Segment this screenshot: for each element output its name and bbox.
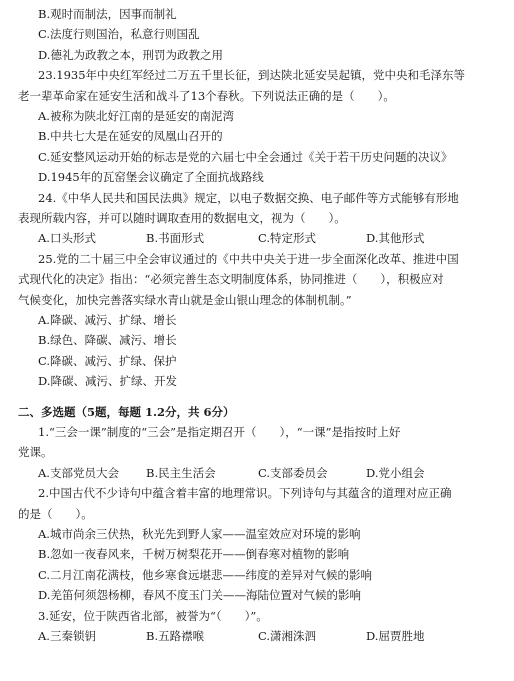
m1-option-b: B.民主生活会: [146, 465, 216, 480]
q25-option-b: B.绿色、降碳、减污、增长: [38, 333, 177, 348]
q25-option-a: A.降碳、减污、扩绿、增长: [38, 313, 177, 327]
m2-option-d: D.羌笛何须怨杨柳，春风不度玉门关——海陆位置对气候的影响: [38, 588, 361, 603]
m1-stem-line1: 1.“三会一课”制度的“三会”是指定期召开（ ），“一课”是指按时上好: [38, 425, 401, 439]
m3-option-d: D.屈贾胜地: [366, 629, 425, 643]
q22-option-c: C.法度行则国治，私意行则国乱: [38, 27, 200, 42]
q24-stem-line2: 表现所载内容，并可以随时调取查用的数据电文，视为（ ）。: [18, 211, 346, 225]
m1-option-a: A.支部党员大会: [38, 465, 119, 480]
q24-stem-line1: 24.《中华人民共和国民法典》规定，以电子数据交换、电子邮件等方式能够有形地: [38, 190, 459, 205]
q25-stem-line1: 25.党的二十届三中全会审议通过的《中共中央关于进一步全面深化改革、推进中国: [38, 251, 459, 266]
m2-stem-line2: 的是（ ）。: [18, 506, 93, 521]
section-title-multiple-choice: 二、多选题（5题，每题 1.2分，共 6分）: [18, 404, 235, 419]
m3-option-a: A.三秦锁钥: [38, 629, 96, 643]
q24-option-d: D.其他形式: [366, 231, 425, 246]
q25-option-d: D.降碳、减污、扩绿、开发: [38, 374, 177, 389]
q23-option-c: C.延安整风运动开始的标志是党的六届七中全会通过《关于若干历史问题的决议》: [38, 149, 453, 164]
q24-option-b: B.书面形式: [146, 231, 205, 246]
q22-option-d: D.德礼为政教之本，刑罚为政教之用: [38, 47, 223, 62]
q24-option-c: C.特定形式: [258, 231, 317, 246]
m1-stem-line2: 党课。: [18, 445, 53, 460]
m2-option-c: C.二月江南花满枝，他乡寒食远堪悲——纬度的差异对气候的影响: [38, 567, 373, 582]
m2-option-b: B.忽如一夜春风来，千树万树梨花开——倒春寒对植物的影响: [38, 547, 350, 562]
q22-option-b: B.观时而制法，因事而制礼: [38, 7, 177, 21]
m2-option-a: A.城市尚余三伏热，秋光先到野人家——温室效应对环境的影响: [38, 527, 361, 541]
m3-option-b: B.五路襟喉: [146, 629, 205, 643]
q24-option-a: A.口头形式: [38, 231, 96, 246]
q25-option-c: C.降碳、减污、扩绿、保护: [38, 353, 177, 368]
q25-stem-line2: 式现代化的决定》指出：“必须完善生态文明制度体系，协同推进（ ），积极应对: [18, 272, 444, 287]
q23-stem-line1: 23.1935年中央红军经过二万五千里长征，到达陕北延安吴起镇，党中央和毛泽东等: [38, 68, 466, 83]
m3-stem-line1: 3.延安，位于陕西省北部，被誉为“（ ）”。: [38, 608, 268, 623]
q23-stem-line2: 老一辈革命家在延安生活和战斗了13个春秋。下列说法正确的是（ ）。: [18, 88, 395, 103]
m1-option-d: D.党小组会: [366, 465, 425, 480]
q23-option-d: D.1945年的瓦窑堡会议确定了全面抗战路线: [38, 170, 264, 185]
q25-stem-line3: 气候变化，加快完善落实绿水青山就是金山银山理念的体制机制。”: [18, 292, 352, 307]
q23-option-a: A.被称为陕北好江南的是延安的南泥湾: [38, 109, 234, 123]
m1-option-c: C.支部委员会: [258, 465, 328, 480]
m2-stem-line1: 2.中国古代不少诗句中蕴含着丰富的地理常识。下列诗句与其蕴含的道理对应正确: [38, 486, 452, 501]
q23-option-b: B.中共七大是在延安的凤凰山召开的: [38, 129, 223, 144]
m3-option-c: C.潇湘洙泗: [258, 629, 317, 643]
